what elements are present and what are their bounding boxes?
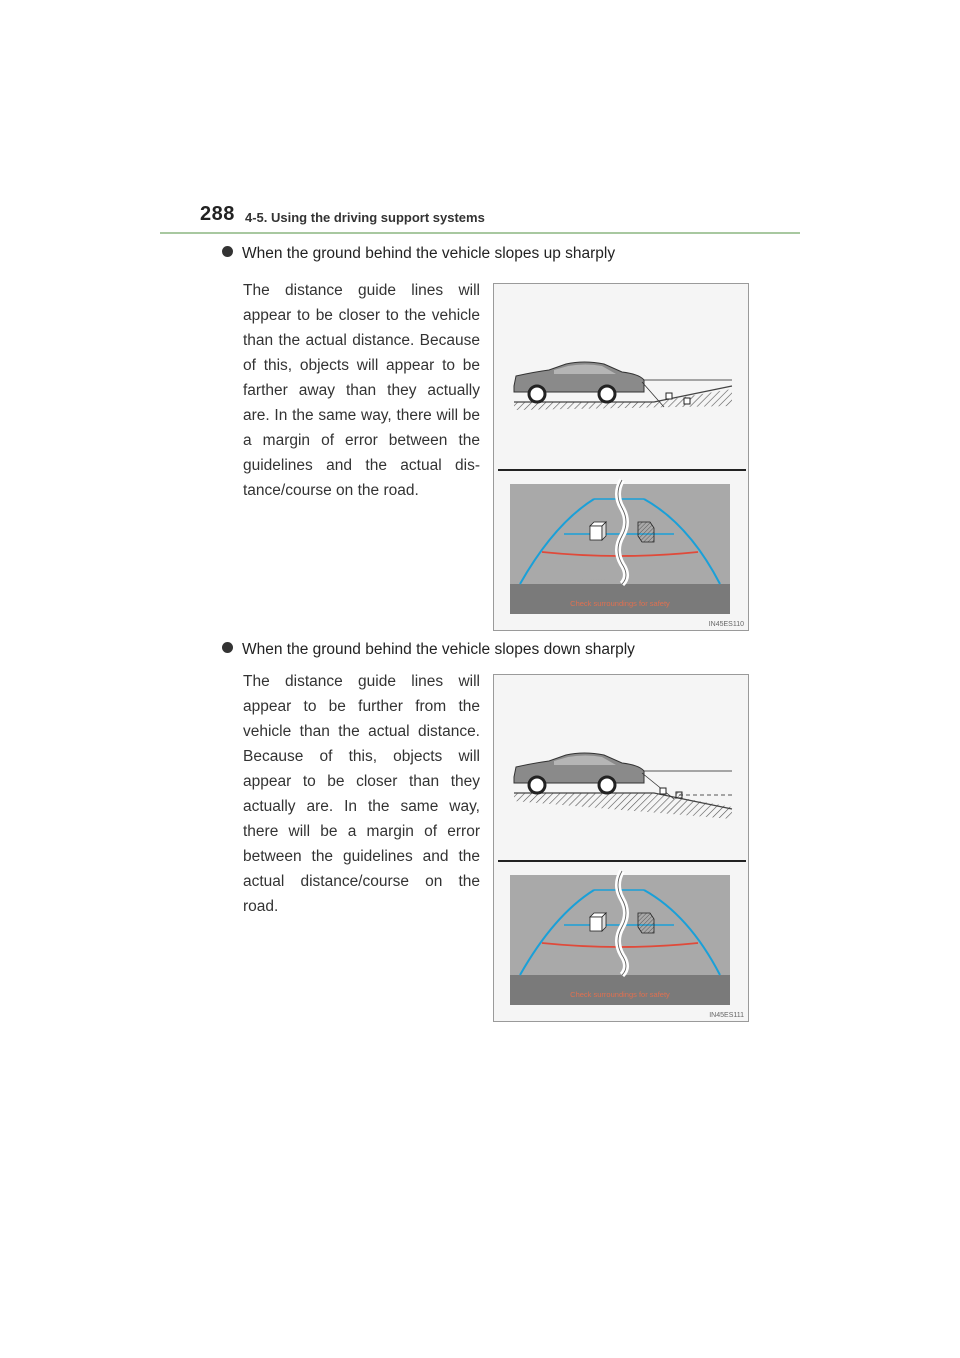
section-title: 4-5. Using the driving support systems: [245, 210, 485, 225]
header-rule: [160, 232, 800, 234]
ground-hatch: [514, 793, 732, 819]
figure-code: IN45ES110: [708, 621, 744, 628]
camera-warning-text: Check surroundings for safety: [570, 599, 670, 608]
figure-slope-down: [493, 674, 749, 1022]
paragraph-slope-down: The distance guide lines will appear to be further from the vehicle than the actual distance. Because of this, objects will appear to be closer than they actually are. In the same way, there will be a margin of error between the guidelines and the actual distance/course on the road.: [243, 673, 480, 915]
slope-down-illustration: [494, 675, 748, 1021]
car-icon: [514, 362, 644, 402]
heading-text: When the ground behind the vehicle slopes down sharply: [242, 641, 635, 658]
figure-slope-up: [493, 283, 749, 631]
page-number: 288: [200, 203, 235, 225]
bullet-icon: [222, 246, 233, 257]
box-icon: [590, 913, 606, 931]
bullet-heading-slope-down: [222, 641, 635, 659]
bullet-icon: [222, 642, 233, 653]
car-icon: [514, 753, 644, 793]
bullet-heading-slope-up: [222, 245, 615, 263]
hatched-box-icon: [638, 522, 654, 542]
camera-warning-text: Check surroundings for safety: [570, 990, 670, 999]
heading-text: When the ground behind the vehicle slopes up sharply: [242, 245, 616, 262]
box-icon: [590, 522, 606, 540]
paragraph-slope-up: The distance guide lines will appear to be closer to the vehicle than the actual distance. Because of this, objects will appear to be farther away than they actually are. In the same way, there will be a margin of error between the guidelines and the actual dis-tance/course on the road.: [243, 282, 480, 499]
figure-code: IN45ES111: [709, 1012, 744, 1019]
slope-up-illustration: [494, 284, 748, 630]
hatched-box-icon: [638, 913, 654, 933]
